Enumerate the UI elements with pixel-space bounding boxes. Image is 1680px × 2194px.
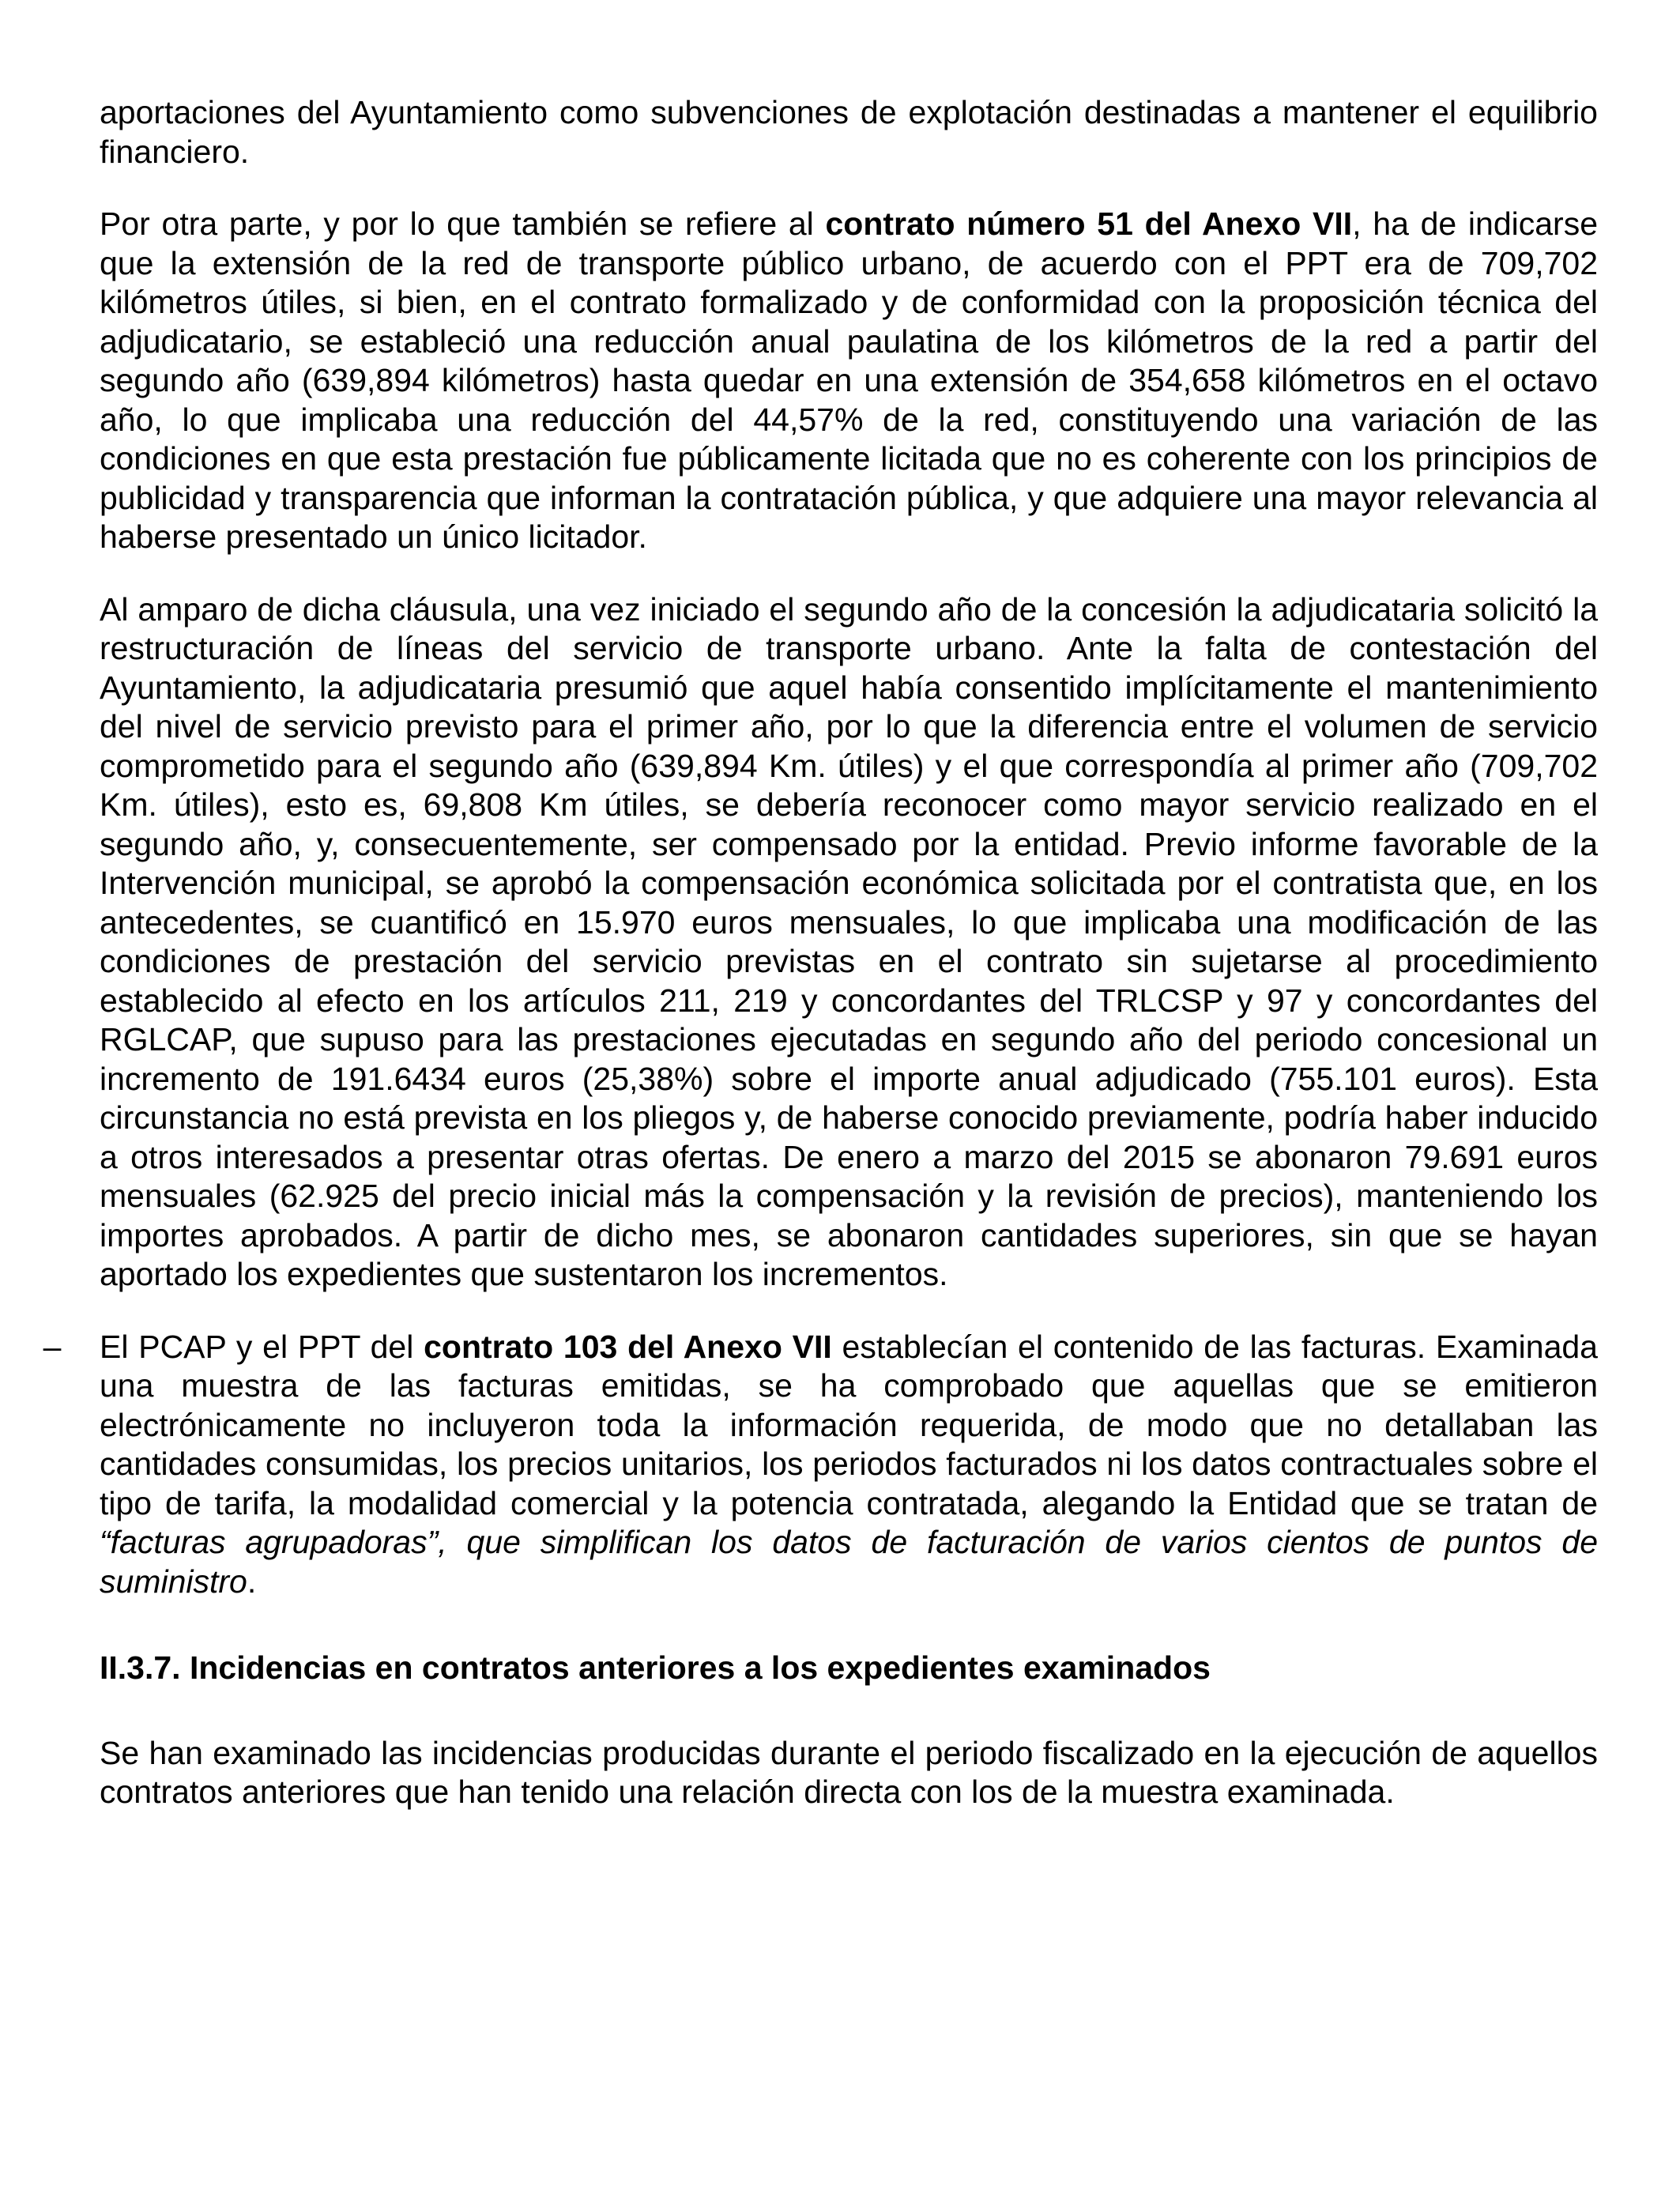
paragraph-contract-51 bbox=[100, 205, 1598, 557]
contract-103-reference: contrato 103 del Anexo VII bbox=[424, 1328, 832, 1365]
contract-51-reference: contrato número 51 del Anexo VII bbox=[825, 205, 1353, 242]
paragraph-text-start: Por otra parte, y por lo que también se refiere al bbox=[100, 205, 826, 242]
paragraph-text: aportaciones del Ayuntamiento como subvenciones de explotación destinadas a mantener el equilibrio financiero. bbox=[100, 94, 1598, 170]
document-page bbox=[43, 93, 1598, 1812]
paragraph-text: Al amparo de dicha cláusula, una vez iniciado el segundo año de la concesión la adjudicataria solicitó la restructuración de líneas del servicio de transporte urbano. Ante la falta de contestación del Ayuntamiento, la adjudicataria presumió que aquel había consentido implícitamente el mantenimiento del nivel de servicio previsto para el primer año, por lo que la diferencia entre el volumen de servicio comprometido para el segundo año (639,894 Km. útiles) y el que correspondía al primer año (709,702 Km. útiles), esto es, 69,808 Km útiles, se debería reconocer como mayor servicio realizado en el segundo año, y, consecuentemente, ser compensado por la entidad. Previo informe favorable de la Intervención municipal, se aprobó la compensación económica solicitada por el contratista que, en los antecedentes, se cuantificó en 15.970 euros mensuales, lo que implicaba una modificación de las condiciones de prestación del servicio previstas en el contrato sin sujetarse al procedimiento establecido al efecto en los artículos 211, 219 y concordantes del TRLCSP y 97 y concordantes del RGLCAP, que supuso para las prestaciones ejecutadas en segundo año del periodo concesional un incremento de 191.6434 euros (25,38%) sobre el importe anual adjudicado (755.101 euros). Esta circunstancia no está prevista en los pliegos y, de haberse conocido previamente, podría haber inducido a otros interesados a presentar otras ofertas. De enero a marzo del 2015 se abonaron 79.691 euros mensuales (62.925 del precio inicial más la compensación y la revisión de precios), manteniendo los importes aprobados. A partir de dicho mes, se abonaron cantidades superiores, sin que se hayan aportado los expedientes que sustentaron los incrementos. bbox=[100, 590, 1598, 1292]
paragraph-financial-balance bbox=[100, 93, 1598, 172]
bullet-text-middle: establecían el contenido de las facturas. Examinada una muestra de las facturas emitidas, se ha comprobado que aquellas que se emitieron electrónicamente no incluyeron toda la información requerida, de modo que no detallaban las cantidades consumidas, los precios unitarios, los periodos facturados ni los datos contractuales sobre el tipo de tarifa, la modalidad comercial y la potencia contratada, alegando la Entidad que se tratan de bbox=[100, 1328, 1598, 1521]
section-heading: II.3.7. Incidencias en contratos anteriores a los expedientes examinados bbox=[100, 1649, 1211, 1686]
bullet-dash-icon: – bbox=[43, 1328, 62, 1365]
invoice-quote: “facturas agrupadoras”, que simplifican los datos de facturación de varios cientos de puntos de suministro bbox=[100, 1524, 1598, 1600]
paragraph-text-rest: , ha de indicarse que la extensión de la red de transporte público urbano, de acuerdo con el PPT era de 709,702 kilómetros útiles, si bien, en el contrato formalizado y de conformidad con la proposición técnica del adjudicatario, se estableció una reducción anual paulatina de los kilómetros de la red a partir del segundo año (639,894 kilómetros) hasta quedar en una extensión de 354,658 kilómetros en el octavo año, lo que implicaba una reducción del 44,57% de la red, constituyendo una variación de las condiciones en que esta prestación fue públicamente licitada que no es coherente con los principios de publicidad y transparencia que informan la contratación pública, y que adquiere una mayor relevancia al haberse presentado un único licitador. bbox=[100, 205, 1598, 555]
section-paragraph: Se han examinado las incidencias producidas durante el periodo fiscalizado en la ejecución de aquellos contratos anteriores que han tenido una relación directa con los de la muestra examinada. bbox=[100, 1734, 1598, 1810]
bullet-item-contract-103 bbox=[43, 1328, 1598, 1602]
bullet-text-end: . bbox=[247, 1563, 257, 1600]
paragraph-line-restructuring bbox=[100, 590, 1598, 1295]
bullet-text-start: El PCAP y el PPT del bbox=[100, 1328, 424, 1365]
